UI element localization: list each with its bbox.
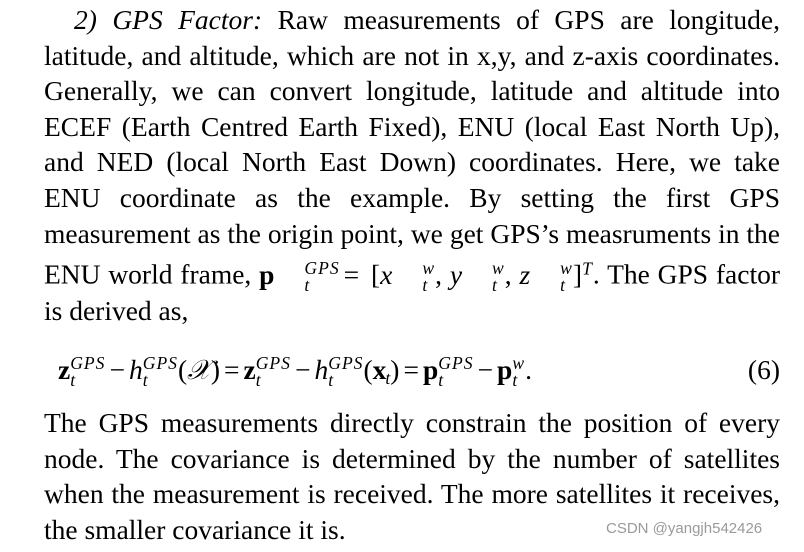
paragraph-1-text: Raw measurements of GPS are longitude, latitude, and altitude, which are not in x,y, and z-axis coordinates. Generally, we can convert longitude, latitude and altitude into ECEF (Earth Centred Earth Fixed), ENU (local East North Up), and NED (local North East Down) coordinates. Here, we take ENU coordinate as the example. By setting the first GPS measurement as the origin point, we get GPS’s measruments in the ENU world frame,: [44, 4, 781, 290]
equation-6: [44, 335, 780, 405]
equation-body: z GPS t − h GPS t (𝒳) = z GPS t − h GPS t $(x_t) = p$ GPS t − p w t .: [58, 353, 532, 390]
paragraph-2: The GPS measurements directly constrain the position of every node. The covariance is determined by the number of satellites when the measurement is received. The more satellites it receives, the smaller covariance it is.: [44, 407, 780, 545]
paragraph-1-tail: . The GPS factor is derived as,: [44, 258, 781, 327]
inline-math-p-gps: p GPS t =: [259, 258, 360, 295]
equation-number: (6): [747, 354, 780, 385]
paper-page: [44, 2, 780, 547]
inline-math-position-vector: [x w t , y w t , z w t ]$^T$: [370, 258, 593, 295]
csdn-watermark: CSDN @yangjh542426: [606, 520, 763, 537]
paragraph-gps-factor: [44, 2, 780, 329]
section-heading: 2) GPS Factor:: [74, 4, 263, 35]
